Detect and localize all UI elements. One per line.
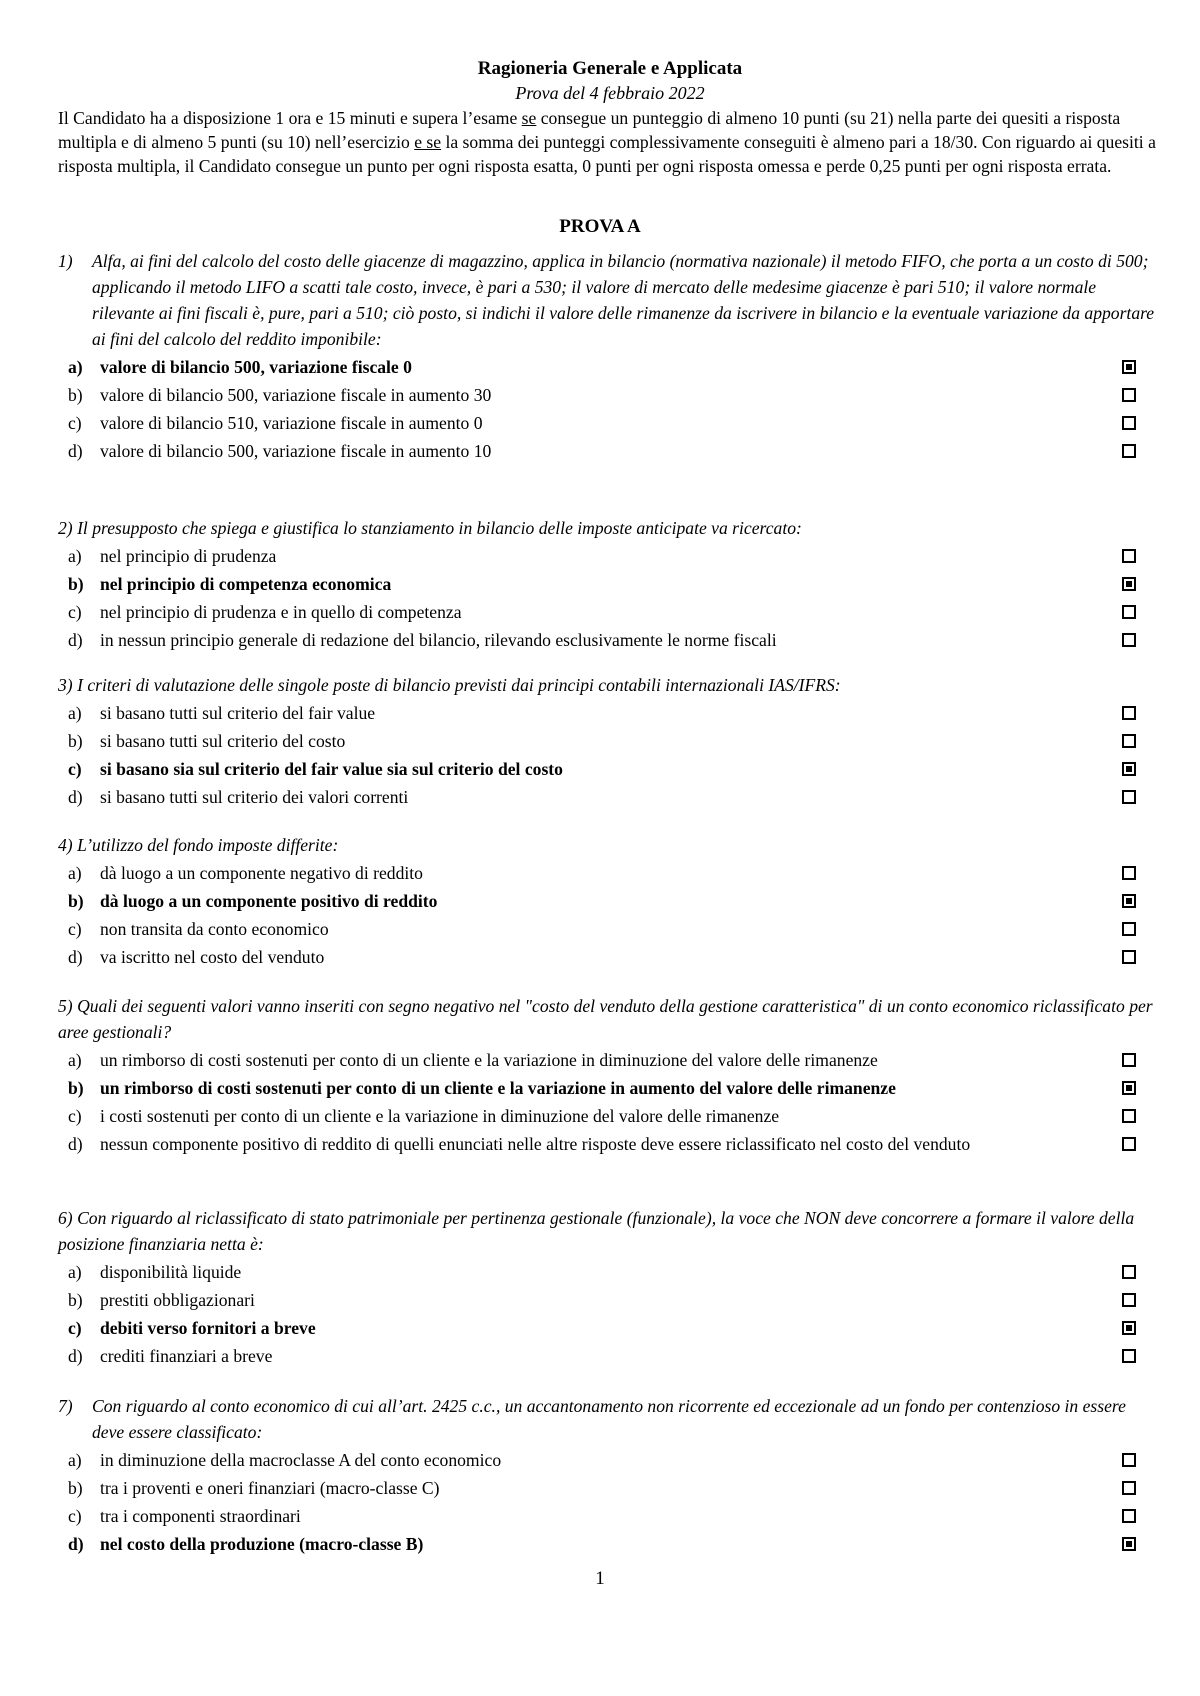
option-letter: b) [68,574,84,594]
question-number: 3) [58,675,73,695]
option-text: valore di bilancio 500, variazione fiscale 0 [100,357,412,377]
answer-checkbox[interactable] [1122,1349,1136,1363]
question-number: 6) [58,1208,73,1228]
question-body: L’utilizzo del fondo imposte differite: [77,835,339,855]
option-text: i costi sostenuti per conto di un cliente e la variazione in diminuzione del valore delle rimanenze [100,1106,780,1126]
answer-checkbox[interactable] [1122,1537,1136,1551]
question-5 [58,993,1162,1157]
answer-checkbox[interactable] [1122,1109,1136,1123]
option-letter: a) [68,863,82,883]
answer-checkbox[interactable] [1122,950,1136,964]
option-text: nessun componente positivo di reddito di quelli enunciati nelle altre risposte deve essere riclassificato nel costo del venduto [100,1134,971,1154]
option-text: nel principio di prudenza e in quello di competenza [100,602,462,622]
question-text [58,248,1162,352]
question-body: Con riguardo al riclassificato di stato patrimoniale per pertinenza gestionale (funzionale), la voce che NON deve concorrere a formare il valore della posizione finanziaria netta è: [58,1208,1135,1254]
option-letter: a) [68,546,82,566]
prova-label: PROVA A [559,216,641,237]
answer-option[interactable] [58,944,1162,970]
answer-checkbox[interactable] [1122,1053,1136,1067]
page-number: 1 [595,1568,605,1589]
question-2 [58,515,1162,653]
question-body: I criteri di valutazione delle singole poste di bilancio previsti dai principi contabili internazionali IAS/IFRS: [77,675,841,695]
option-letter: d) [68,630,83,650]
option-text: prestiti obbligazionari [100,1290,255,1310]
answer-option[interactable] [58,860,1162,886]
question-number: 1) [58,251,73,271]
option-letter: b) [68,385,83,405]
option-text: valore di bilancio 500, variazione fiscale in aumento 10 [100,441,492,461]
option-text: un rimborso di costi sostenuti per conto di un cliente e la variazione in diminuzione del valore delle rimanenze [100,1050,878,1070]
answer-checkbox[interactable] [1122,577,1136,591]
option-letter: d) [68,441,83,461]
answer-option[interactable] [58,1075,1162,1101]
option-text: valore di bilancio 510, variazione fiscale in aumento 0 [100,413,483,433]
exam-title: Ragioneria Generale e Applicata [477,58,743,79]
answer-checkbox[interactable] [1122,790,1136,804]
option-text: nel principio di prudenza [100,546,277,566]
answer-checkbox[interactable] [1122,1081,1136,1095]
answer-option[interactable] [58,382,1162,408]
instructions-underlined-e-se: e se [414,132,442,152]
option-text: va iscritto nel costo del venduto [100,947,325,967]
option-letter: c) [68,1506,82,1526]
question-1 [58,248,1162,464]
option-letter: a) [68,1450,82,1470]
answer-checkbox[interactable] [1122,762,1136,776]
answer-checkbox[interactable] [1122,1265,1136,1279]
option-text: si basano tutti sul criterio del fair value [100,703,376,723]
instructions-underlined-se: se [521,108,537,128]
question-number: 7) [58,1396,73,1416]
question-7 [58,1393,1162,1557]
option-letter: a) [68,357,83,377]
question-text [58,832,1162,858]
option-text: debiti verso fornitori a breve [100,1318,316,1338]
option-letter: c) [68,759,82,779]
option-letter: c) [68,1318,82,1338]
option-letter: c) [68,413,82,433]
question-text [58,1393,1162,1445]
option-letter: b) [68,891,84,911]
question-number: 4) [58,835,73,855]
option-text: tra i proventi e oneri finanziari (macro-classe C) [100,1478,440,1498]
answer-checkbox[interactable] [1122,866,1136,880]
option-letter: d) [68,947,83,967]
answer-checkbox[interactable] [1122,444,1136,458]
question-4 [58,832,1162,970]
answer-option[interactable] [58,543,1162,569]
option-letter: c) [68,1106,82,1126]
answer-checkbox[interactable] [1122,1293,1136,1307]
option-letter: d) [68,1346,83,1366]
answer-checkbox[interactable] [1122,549,1136,563]
option-text: valore di bilancio 500, variazione fiscale in aumento 30 [100,385,492,405]
option-letter: d) [68,1134,83,1154]
answer-option[interactable] [58,1343,1162,1369]
answer-option[interactable] [58,1047,1162,1073]
option-text: un rimborso di costi sostenuti per conto di un cliente e la variazione in aumento del valore delle rimanenze [100,1078,896,1098]
option-text: nel costo della produzione (macro-classe B) [100,1534,424,1554]
instructions-part-2: consegue un punteggio di almeno 10 punti (su 21) nella parte dei quesiti a risposta multipla e di almeno 5 punti (su 10) nell’esercizio [58,108,1121,152]
option-text: crediti finanziari a breve [100,1346,273,1366]
answer-checkbox[interactable] [1122,706,1136,720]
option-text: in diminuzione della macroclasse A del conto economico [100,1450,502,1470]
exam-instructions [58,106,1162,178]
question-text [58,993,1162,1045]
answer-option[interactable] [58,354,1162,380]
answer-option[interactable] [58,1447,1162,1473]
answer-option[interactable] [58,599,1162,625]
answer-checkbox[interactable] [1122,360,1136,374]
answer-option[interactable] [58,1531,1162,1557]
option-text: nel principio di competenza economica [100,574,392,594]
option-letter: a) [68,1262,82,1282]
exam-date: Prova del 4 febbraio 2022 [515,83,705,103]
answer-checkbox[interactable] [1122,416,1136,430]
option-letter: b) [68,1290,83,1310]
answer-checkbox[interactable] [1122,1453,1136,1467]
question-text [58,672,1162,698]
answer-option[interactable] [58,728,1162,754]
option-letter: a) [68,703,82,723]
answer-option[interactable] [58,1103,1162,1129]
answer-checkbox[interactable] [1122,1321,1136,1335]
answer-option[interactable] [58,571,1162,597]
question-body: Il presupposto che spiega e giustifica lo stanziamento in bilancio delle imposte anticipate va ricercato: [77,518,802,538]
answer-checkbox[interactable] [1122,1137,1136,1151]
option-letter: a) [68,1050,82,1070]
answer-option[interactable] [58,700,1162,726]
question-text [58,515,1162,541]
option-letter: d) [68,787,83,807]
option-letter: d) [68,1534,84,1554]
answer-checkbox[interactable] [1122,1481,1136,1495]
answer-option[interactable] [58,410,1162,436]
answer-checkbox[interactable] [1122,633,1136,647]
answer-option[interactable] [58,784,1162,810]
answer-option[interactable] [58,888,1162,914]
answer-checkbox[interactable] [1122,894,1136,908]
answer-option[interactable] [58,1131,1162,1157]
answer-option[interactable] [58,756,1162,782]
question-number: 2) [58,518,73,538]
option-text: disponibilità liquide [100,1262,242,1282]
instructions-part-3: la somma dei punteggi complessivamente conseguiti è almeno pari a 18/30. Con riguardo ai quesiti a risposta multipla, il Candidato consegue un punto per ogni risposta esatta, 0 punti per ogni risposta omessa e perde 0,25 punti per ogni risposta errata. [58,132,1156,176]
answer-option[interactable] [58,438,1162,464]
answer-option[interactable] [58,627,1162,653]
instructions-part-1: Il Candidato ha a disposizione 1 ora e 15 minuti e supera l’esame [58,108,522,128]
question-body: Quali dei seguenti valori vanno inseriti con segno negativo nel "costo del venduto della gestione caratteristica" di un conto economico riclassificato per aree gestionali? [58,996,1153,1042]
answer-checkbox[interactable] [1122,734,1136,748]
answer-option[interactable] [58,1287,1162,1313]
option-text: tra i componenti straordinari [100,1506,301,1526]
option-text: dà luogo a un componente positivo di reddito [100,891,438,911]
answer-option[interactable] [58,1259,1162,1285]
exam-header [58,56,1162,178]
option-text: dà luogo a un componente negativo di reddito [100,863,423,883]
answer-checkbox[interactable] [1122,922,1136,936]
question-text [58,1205,1162,1257]
option-text: si basano tutti sul criterio dei valori correnti [100,787,409,807]
answer-checkbox[interactable] [1122,605,1136,619]
option-letter: b) [68,1478,83,1498]
option-text: si basano sia sul criterio del fair value sia sul criterio del costo [100,759,563,779]
question-body: Con riguardo al conto economico di cui all’art. 2425 c.c., un accantonamento non ricorrente ed eccezionale ad un fondo per contenzioso in essere deve essere classificato: [92,1396,1126,1442]
option-letter: c) [68,919,82,939]
option-text: non transita da conto economico [100,919,329,939]
answer-checkbox[interactable] [1122,1509,1136,1523]
option-letter: b) [68,731,83,751]
answer-checkbox[interactable] [1122,388,1136,402]
option-text: si basano tutti sul criterio del costo [100,731,346,751]
answer-option[interactable] [58,916,1162,942]
question-3 [58,672,1162,810]
answer-option[interactable] [58,1503,1162,1529]
question-number: 5) [58,996,73,1016]
option-text: in nessun principio generale di redazione del bilancio, rilevando esclusivamente le norme fiscali [100,630,777,650]
question-body: Alfa, ai fini del calcolo del costo delle giacenze di magazzino, applica in bilancio (normativa nazionale) il metodo FIFO, che porta a un costo di 500; applicando il metodo LIFO a scatti tale costo, invece, è pari a 530; il valore di mercato delle medesime giacenze è pari 510; il valore normale rilevante ai fini fiscali è, pure, pari a 510; ciò posto, si indichi il valore delle rimanenze da iscrivere in bilancio e la eventuale variazione da apportare ai fini del calcolo del reddito imponibile: [92,251,1155,349]
answer-option[interactable] [58,1315,1162,1341]
option-letter: b) [68,1078,84,1098]
question-6 [58,1205,1162,1369]
option-letter: c) [68,602,82,622]
answer-option[interactable] [58,1475,1162,1501]
